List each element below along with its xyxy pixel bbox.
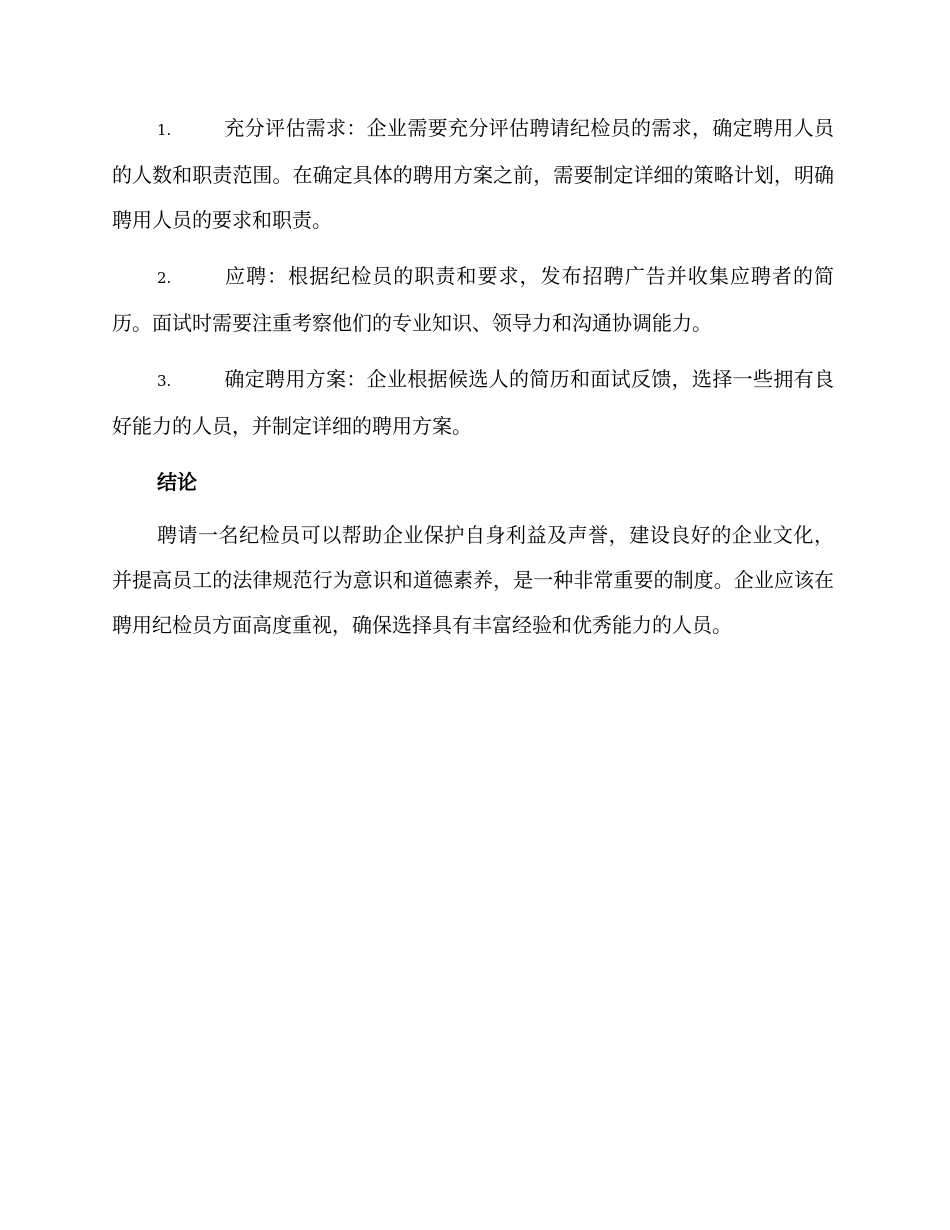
list-number: 2. <box>157 269 172 287</box>
list-number: 1. <box>157 121 172 139</box>
conclusion-paragraph: 聘请一名纪检员可以帮助企业保护自身利益及声誉，建设良好的企业文化，并提高员工的法律规范行为意识和道德素养，是一种非常重要的制度。企业应该在聘用纪检员方面高度重视，确保选择具有丰富经验和优秀能力的人员。 <box>112 523 834 637</box>
conclusion-heading: 结论 <box>157 470 197 494</box>
list-item-2 <box>112 254 834 346</box>
list-item-text: 确定聘用方案：企业根据候选人的简历和面试反馈，选择一些拥有良好能力的人员，并制定详细的聘用方案。 <box>112 367 834 438</box>
list-number: 3. <box>157 372 172 390</box>
list-item-1 <box>112 106 834 243</box>
list-item-text: 充分评估需求：企业需要充分评估聘请纪检员的需求，确定聘用人员的人数和职责范围。在确定具体的聘用方案之前，需要制定详细的策略计划，明确聘用人员的要求和职责。 <box>112 116 834 232</box>
list-item-text: 应聘：根据纪检员的职责和要求，发布招聘广告并收集应聘者的简历。面试时需要注重考察他们的专业知识、领导力和沟通协调能力。 <box>112 264 834 335</box>
list-item-3 <box>112 357 834 449</box>
document-page <box>112 106 834 648</box>
